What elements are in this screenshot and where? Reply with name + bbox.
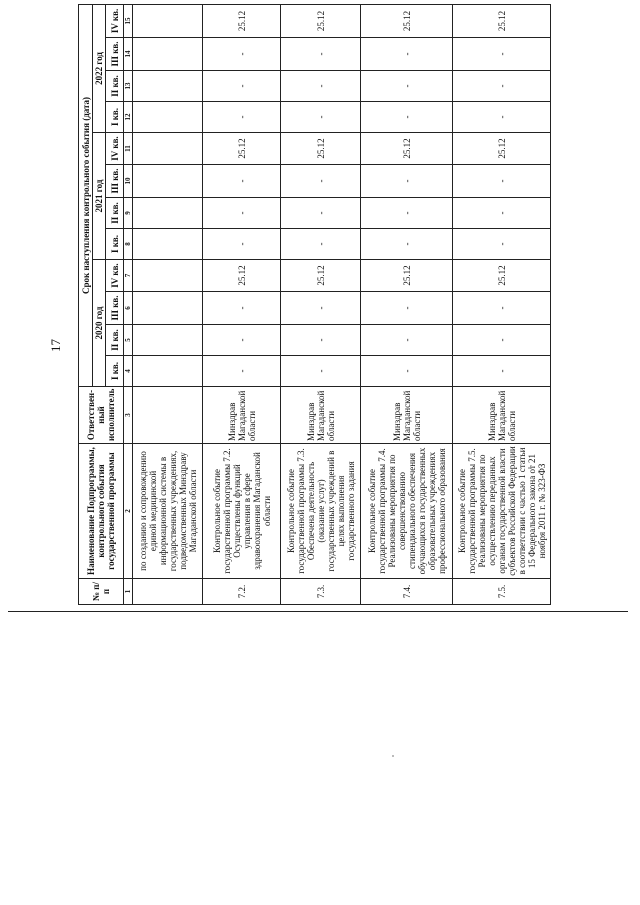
quarter-date [133,325,203,356]
quarter-date: - [453,229,551,260]
quarter-date: - [361,229,453,260]
event-name: Контрольное событие государственной программы 7.2. Осуществлены функций управления в сфере здравоохранения Магаданской области [203,444,281,579]
quarter-date: - [453,356,551,387]
quarter-date: - [361,356,453,387]
table-body [133,4,551,604]
header-num: № п/п [79,579,124,605]
quarter-date: - [203,165,281,198]
header-quarter: IV кв. [106,133,124,165]
quarter-date: - [281,38,361,71]
column-number: 4 [124,356,133,387]
row-number: 7.2. [203,579,281,605]
table-row [453,4,551,604]
executor: Минздрав Магаданской области [361,387,453,444]
column-number: 9 [124,198,133,229]
control-events-table [78,4,551,605]
header-deadline: Срок наступления контрольного события (дата) [79,4,93,386]
quarter-date: 25.12 [203,133,281,165]
executor: Минздрав Магаданской области [281,387,361,444]
header-quarter: IV кв. [106,260,124,292]
executor: Минздрав Магаданской области [203,387,281,444]
column-number: 5 [124,325,133,356]
header-executor: Ответствен-ный исполнитель [79,387,124,444]
column-number: 15 [124,4,133,37]
quarter-date [133,356,203,387]
quarter-date [133,292,203,325]
quarter-date: - [281,165,361,198]
event-name: по созданию и сопровождению единой медицинской информационной системы в государственных учреждениях, подведомственных Минздраву Магаданской области [133,444,203,579]
header-quarter: II кв. [106,325,124,356]
quarter-date: - [453,71,551,102]
quarter-date: - [453,325,551,356]
quarter-date: - [361,38,453,71]
quarter-date: - [361,292,453,325]
quarter-date: - [203,229,281,260]
quarter-date: 25.12 [281,260,361,292]
rotated-table-wrapper [78,5,623,605]
quarter-date: - [361,102,453,133]
header-quarter: I кв. [106,229,124,260]
quarter-date [133,198,203,229]
column-number: 1 [124,579,133,605]
executor: Минздрав Магаданской области [453,387,551,444]
quarter-date: - [453,38,551,71]
quarter-date: - [281,229,361,260]
quarter-date [133,102,203,133]
quarter-date: 25.12 [203,4,281,37]
quarter-date: 25.12 [361,4,453,37]
event-name: Контрольное событие государственной программы 7.4. Реализованы мероприятия по совершенствованию стипендиального обеспечения обучающихся в государственных образовательных учреждениях профессионального образования [361,444,453,579]
quarter-date: - [453,165,551,198]
quarter-date: - [281,325,361,356]
column-number: 2 [124,444,133,579]
event-name: Контрольное событие государственной программы 7.3. Обеспечена деятельность (оказание услуг) государственных учреждений в целях выполнения государственного задания [281,444,361,579]
column-number-row [124,4,133,604]
row-number: 7.4. [361,579,453,605]
quarter-date: - [281,71,361,102]
quarter-date: - [203,198,281,229]
header-name: Наименование Подпрограммы, контрольного события государственной программы [79,444,124,579]
header-quarter: III кв. [106,38,124,71]
quarter-date: 25.12 [203,260,281,292]
horizontal-rule [8,611,628,612]
quarter-date: 25.12 [361,260,453,292]
column-number: 7 [124,260,133,292]
row-number: 7.3. [281,579,361,605]
event-name: Контрольное событие государственной программы 7.5. Реализованы мероприятия по осуществлению переданных органам государственной власти субъектов Российской Федерации в соответствии с частью 1 статьи 15 Федерального закона от 21 ноября 2011 г. № 323-ФЗ [453,444,551,579]
quarter-date: - [361,71,453,102]
header-quarter: III кв. [106,292,124,325]
column-number: 10 [124,165,133,198]
quarter-date [133,4,203,37]
quarter-date: - [453,292,551,325]
quarter-date [133,165,203,198]
quarter-date: - [203,71,281,102]
quarter-date: - [281,356,361,387]
table-row [281,4,361,604]
quarter-date: - [281,198,361,229]
quarter-date: 25.12 [453,133,551,165]
quarter-date [133,229,203,260]
quarter-date: - [203,102,281,133]
quarter-date: - [281,292,361,325]
column-number: 6 [124,292,133,325]
header-quarter: II кв. [106,71,124,102]
column-number: 14 [124,38,133,71]
executor [133,387,203,444]
column-number: 11 [124,133,133,165]
column-number: 3 [124,387,133,444]
table-row [361,4,453,604]
quarter-date: - [453,198,551,229]
quarter-date [133,133,203,165]
quarter-date: - [361,198,453,229]
quarter-date: 25.12 [453,4,551,37]
header-quarter: IV кв. [106,4,124,37]
header-quarter: I кв. [106,356,124,387]
row-number: 7.5. [453,579,551,605]
quarter-date: - [453,102,551,133]
column-number: 8 [124,229,133,260]
column-number: 13 [124,71,133,102]
table-row [203,4,281,604]
quarter-date: - [281,102,361,133]
header-year-2022: 2022 год [93,4,106,132]
header-year-2020: 2020 год [93,260,106,387]
quarter-date: 25.12 [281,133,361,165]
row-number [133,579,203,605]
header-quarter: II кв. [106,198,124,229]
quarter-date: - [203,38,281,71]
table-row [133,4,203,604]
quarter-date: 25.12 [453,260,551,292]
quarter-date [133,38,203,71]
header-quarter: III кв. [106,165,124,198]
quarter-date: - [203,292,281,325]
quarter-date [133,260,203,292]
quarter-date: 25.12 [281,4,361,37]
quarter-date: - [361,165,453,198]
column-number: 12 [124,102,133,133]
quarter-date: - [203,325,281,356]
header-year-2021: 2021 год [93,133,106,260]
page-number: 17 [48,339,63,352]
quarter-date: - [203,356,281,387]
quarter-date: - [361,325,453,356]
quarter-date: 25.12 [361,133,453,165]
quarter-date [133,71,203,102]
header-quarter: I кв. [106,102,124,133]
